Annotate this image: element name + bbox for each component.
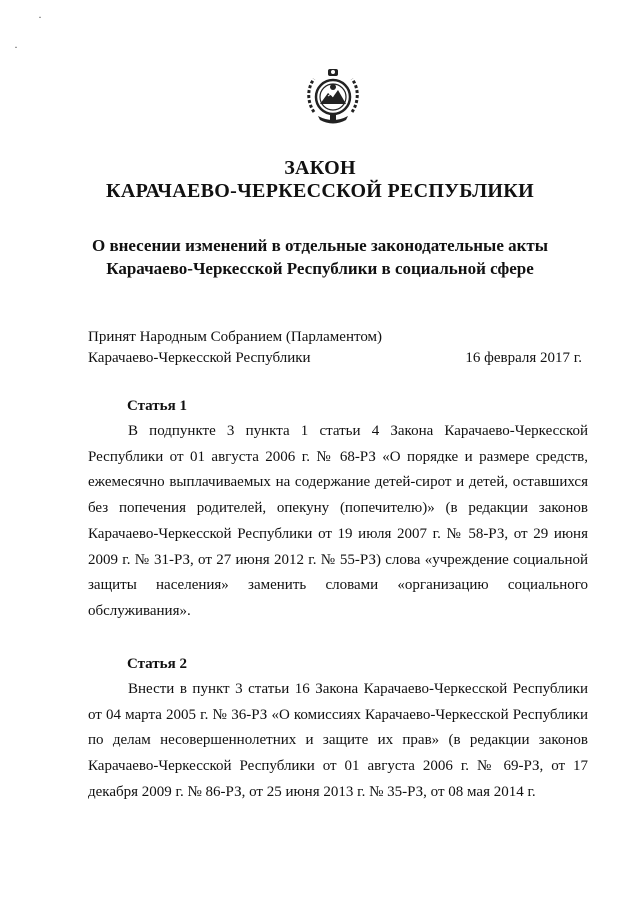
- article-2-heading: Статья 2: [127, 656, 187, 672]
- article-1-heading: Статья 1: [127, 398, 187, 414]
- scan-mark: ·: [14, 40, 18, 54]
- adoption-line-1: Принят Народным Собранием (Парламентом): [88, 329, 383, 345]
- subject-line-2: Карачаево-Черкесской Республики в социальной сфере: [106, 259, 534, 278]
- scan-mark: ·: [38, 10, 42, 24]
- adoption-date: 16 февраля 2017 г.: [465, 350, 582, 366]
- subject-line-1: О внесении изменений в отдельные законодательные акты: [91, 236, 549, 255]
- republic-title: КАРАЧАЕВО-ЧЕРКЕССКОЙ РЕСПУБЛИКИ: [106, 180, 534, 202]
- adoption-block: [88, 327, 588, 369]
- adoption-line-2: Карачаево-Черкесской Республики: [88, 350, 311, 366]
- coat-of-arms-icon: [304, 66, 362, 128]
- article-1-text: В подпункте 3 пункта 1 статьи 4 Закона Карачаево-Черкесской Республики от 01 августа 2006 г. № 68-РЗ «О порядке и размере средств, ежемесячно выплачиваемых на содержание детей-сирот и детей, оставшихся без попечения родителей, опекуну (попечителю)» (в редакции законов Карачаево-Черкесской Республики от 19 июля 2007 г. № 58-РЗ, от 29 июня 2009 г. № 31-РЗ, от 27 июня 2012 г. № 55-РЗ) слова «учреждение социальной защиты населения» заменить словами «организацию социального обслуживания».: [88, 423, 588, 619]
- adoption-line-2-row: [88, 348, 588, 369]
- law-title: ЗАКОН: [284, 157, 356, 179]
- article-2-text: Внести в пункт 3 статьи 16 Закона Карачаево-Черкесской Республики от 04 марта 2005 г. № 36-РЗ «О комиссиях Карачаево-Черкесской Республики по делам несовершеннолетних и защите их прав» (в редакции законов Карачаево-Черкесской Республики от 01 августа 2006 г. № 69-РЗ, от 17 декабря 2009 г. № 86-РЗ, от 25 июня 2013 г. № 35-РЗ, от 08 мая 2014 г.: [88, 681, 588, 800]
